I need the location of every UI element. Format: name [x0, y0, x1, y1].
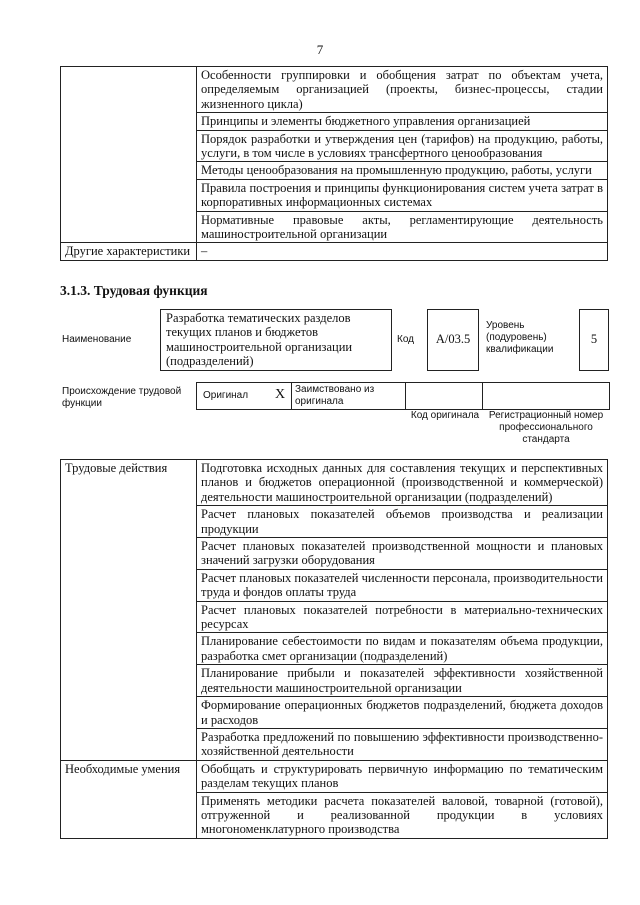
function-name-value: Разработка тематических разделов текущих планов и бюджетов машиностроительной организации (подразделений) — [166, 311, 353, 369]
action-item: Расчет плановых показателей численности персонала, производительности труда и фондов оплаты труда — [197, 569, 608, 601]
action-item: Подготовка исходных данных для составления текущих и перспективных планов и бюджетов операционной (производственной и коммерческой) деятельности машиностроительной организации (подразделений) — [197, 460, 608, 506]
code-box — [427, 309, 479, 371]
action-item: Формирование операционных бюджетов подразделений, бюджета доходов и расходов — [197, 697, 608, 729]
action-item: Разработка предложений по повышению эффективности производственно-хозяйственной деятельности — [197, 728, 608, 760]
level-label: Уровень (подуровень) квалификации — [486, 320, 554, 355]
level-value: 5 — [590, 332, 598, 346]
original-label: Оригинал — [203, 390, 249, 401]
actions-table — [60, 459, 608, 839]
action-item: Планирование себестоимости по видам и показателям объема продукции, разработка смет организации (подразделений) — [197, 633, 608, 665]
origin-row — [196, 382, 610, 410]
code-value: А/03.5 — [435, 332, 471, 346]
knowledge-item: Порядок разработки и утверждения цен (тарифов) на продукцию, работы, услуги, в том числе в условиях трансфертного ценообразования — [197, 130, 608, 162]
knowledge-label-cell — [61, 67, 197, 243]
page-number: 7 — [316, 42, 324, 57]
action-item: Планирование прибыли и показателей эффективности хозяйственной деятельности машиностроительной организации — [197, 665, 608, 697]
action-item: Расчет плановых показателей объемов производства и реализации продукции — [197, 506, 608, 538]
knowledge-item: Особенности группировки и обобщения затрат по объектам учета, определяемым организацией (проекты, бизнес-процессы, стадии жизненного цикла) — [197, 67, 608, 113]
knowledge-item: Методы ценообразования на промышленную продукцию, работы, услуги — [197, 162, 608, 179]
section-title: 3.1.3. Трудовая функция — [60, 283, 208, 298]
knowledge-item: Принципы и элементы бюджетного управления организацией — [197, 113, 608, 130]
original-mark: X — [275, 387, 286, 402]
reg-number-caption: Регистрационный номер профессионального стандарта — [488, 410, 604, 445]
skills-label: Необходимые умения — [61, 760, 197, 838]
borrowed-label: Заимствовано из оригинала — [295, 384, 375, 407]
knowledge-table — [60, 66, 608, 261]
level-box — [579, 309, 609, 371]
name-label: Наименование — [62, 334, 132, 345]
action-item: Расчет плановых показателей производственной мощности и плановых значений загрузки оборудования — [197, 538, 608, 570]
divider — [291, 383, 292, 409]
action-item: Расчет плановых показателей потребности в материально-технических ресурсах — [197, 601, 608, 633]
knowledge-item: Нормативные правовые акты, регламентирующие деятельность машиностроительной организации — [197, 211, 608, 243]
skill-item: Обобщать и структурировать первичную информацию по тематическим разделам текущих планов — [197, 760, 608, 792]
divider — [405, 383, 406, 409]
skill-item: Применять методики расчета показателей валовой, товарной (готовой), отгруженной и реализованной продукции в условиях многономенклатурного производства — [197, 792, 608, 838]
origin-label: Происхождение трудовой функции — [62, 386, 182, 409]
other-characteristics-value: – — [197, 243, 608, 260]
knowledge-item: Правила построения и принципы функционирования систем учета затрат в корпоративных информационных системах — [197, 179, 608, 211]
actions-label: Трудовые действия — [61, 460, 197, 761]
code-origin-caption: Код оригинала — [410, 410, 480, 421]
function-name-box — [160, 309, 392, 371]
other-characteristics-label: Другие характеристики — [61, 243, 197, 260]
divider — [482, 383, 483, 409]
code-label: Код — [397, 334, 415, 345]
